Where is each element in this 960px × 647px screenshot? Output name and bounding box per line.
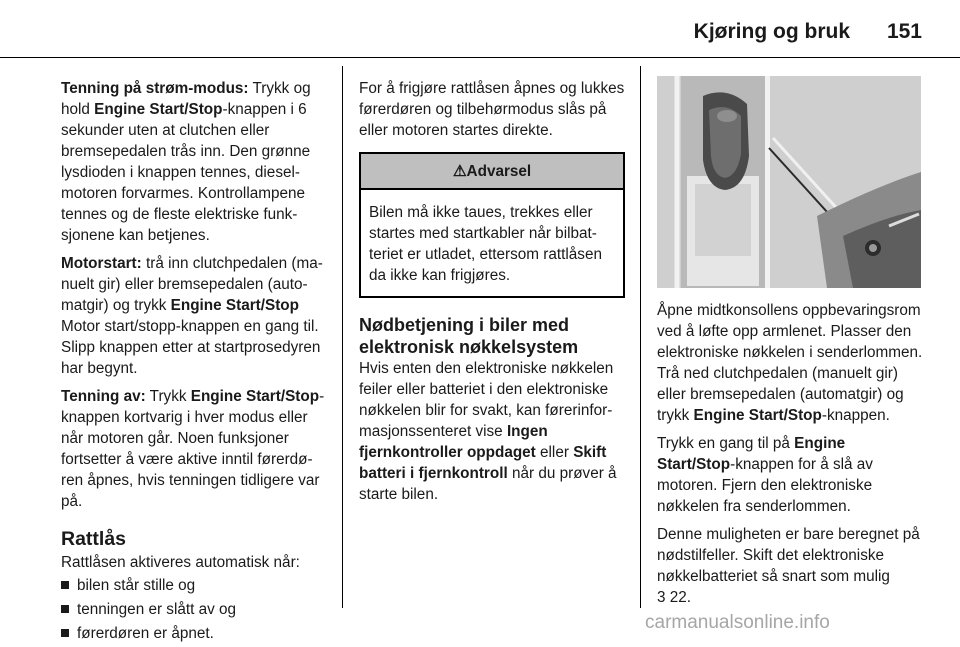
paragraph-engine-start [61,253,325,379]
paragraph-ignition-off [61,386,325,512]
section-heading-emergency-operation: Nødbetjening i biler med elektronisk nøkkelsystem [359,315,579,357]
button-name-ref: Engine Start/Stop [94,101,223,118]
text: -knappen kortvarig i hver modus eller når motoren går. Noen funksjoner fortsetter å være aktive inntil førerdøren åpnes, hvis tenningen tidligere var på. [61,388,325,510]
text: Denne muligheten er bare beregnet på nødstilfeller. Skift det elektroniske nøkkelbatteriet så snart som mulig [657,526,920,585]
page-number: 151 [886,20,922,43]
display-message-ref: Ingen fjernkontroller oppdaget [359,423,548,461]
text: -knappen for å slå av motoren. Fjern den elektroniske nøkkelen fra senderlommen. [657,456,873,515]
list-item [61,623,325,644]
column-right [657,300,927,615]
bullet-square-icon [61,629,69,637]
text: eller [535,444,574,461]
list-item-text: bilen står stille og [77,577,196,594]
page-header-title: Kjøring og bruk [693,20,850,43]
console-key-pocket-illustration [657,76,921,288]
text: -knappen. [821,407,890,424]
paragraph-emergency-only [657,524,927,608]
text: Hvis enten den elektroniske nøkkelen feiler eller batteriet i den elektroniske nøkkelen blir for svakt, kan førerinformasjonssenteret vise [359,360,614,440]
label-ignition-power-mode: Tenning på strøm-modus: [61,80,249,97]
text: Trykk [145,388,191,405]
list-item-text: førerdøren er åpnet. [77,625,214,642]
page-reference: 22. [665,589,692,606]
button-name-ref: Engine Start/Stop [693,407,822,424]
column-divider-1 [342,66,343,608]
text: -knappen i 6 sekunder uten at clutchen eller bremsepedalen trås inn. Den grønne lysdioden i knappen tennes, dieselmotoren forvarmes. Kontrollampene tennes og de fleste elektriske funksjonene kan betjenes. [61,101,311,244]
warning-text: Bilen må ikke taues, trekkes eller startes med startkabler når bilbatteriet er utladet, ettersom rattlåsen da ikke kan frigjøres. [369,204,602,284]
section-intro: Rattlåsen aktiveres automatisk når: [61,554,300,571]
warning-title: Advarsel [466,163,532,180]
text: trå inn clutchpedalen (manuelt gir) eller bremsepedalen (automatgir) og trykk [61,255,323,314]
list-item [61,575,325,596]
column-left [61,78,325,647]
text: Motor start/stopp-knappen en gang til. Slipp knappen etter at startprosedyren har begynt. [61,318,321,377]
bullet-list [61,575,325,644]
button-name-ref: Engine Start/Stop [170,297,299,314]
warning-box [359,152,625,298]
paragraph-stop-engine [657,433,927,517]
text: Trykk en gang til på [657,435,795,452]
display-message-ref: Skift batteri i fjernkontroll [359,444,607,482]
text: Trykk og hold [61,80,311,118]
button-name-ref: Engine Start/Stop [657,435,846,473]
column-divider-2 [640,66,641,608]
text: Åpne midtkonsollens oppbevaringsrom ved å løfte opp armlenet. Plasser den elektroniske nøkkelen i senderlommen. Trå ned clutchpedalen (manuelt gir) eller bremsepedalen (automatgir) og trykk [657,302,923,424]
page-reference-icon: 3 [657,589,666,606]
paragraph-release-lock: For å frigjøre rattlåsen åpnes og lukkes førerdøren og tilbehørmodus slås på eller motoren startes direkte. [359,80,625,139]
text: når du prøver å starte bilen. [359,465,617,503]
list-item-text: tenningen er slått av og [77,601,237,618]
label-ignition-off: Tenning av: [61,388,146,405]
illustration-svg [657,76,921,288]
paragraph-ignition-power-mode [61,78,325,246]
warning-header [361,154,623,190]
column-middle [359,78,625,512]
list-item [61,599,325,620]
header-divider [0,57,960,58]
label-engine-start: Motorstart: [61,255,142,272]
bullet-square-icon [61,581,69,589]
warning-triangle-icon: ⚠ [452,163,467,180]
bullet-square-icon [61,605,69,613]
section-heading-steering-lock: Rattlås [61,528,127,550]
paragraph-key-pocket [657,300,927,426]
watermark: carmanualsonline.info [645,612,830,633]
paragraph-emergency [359,358,625,505]
button-name-ref: Engine Start/Stop [190,388,320,405]
